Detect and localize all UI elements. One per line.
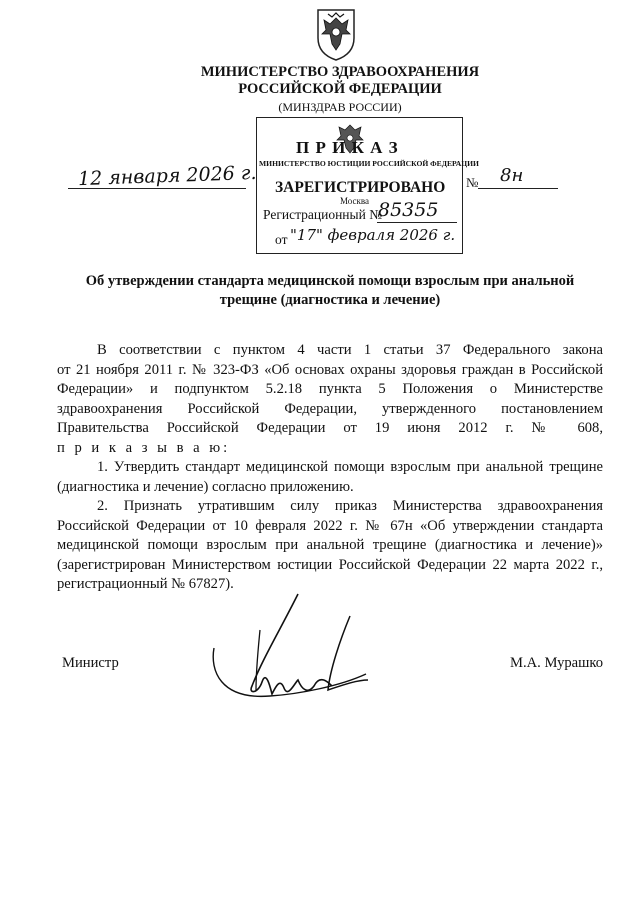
item1-line-1: 1. Утвердить стандарт медицинской помощи взрослым при анальной трещине: [97, 459, 603, 475]
stamp-authority: МИНИСТЕРСТВО ЮСТИЦИИ РОССИЙСКОЙ ФЕДЕРАЦИИ: [259, 159, 479, 168]
ministry-short-name: (МИНЗДРАВ РОССИИ): [278, 100, 402, 114]
signatory-position: Министр: [62, 655, 119, 671]
order-title: П Р И К А З: [296, 138, 399, 157]
intro-line-4: здравоохранения Российской Федерации, утвержденного постановлением: [57, 400, 603, 417]
order-number-underline: [478, 188, 558, 189]
stamp-reg-date: "17" февраля 2026 г.: [290, 226, 456, 244]
item2-line-1: 2. Признать утратившим силу приказ Министерства здравоохранения: [97, 498, 603, 514]
item2-line-4: (зарегистрирован Министерством юстиции Российской Федерации 22 марта 2022 г.,: [57, 556, 603, 573]
stamp-reg-label: Регистрационный №: [263, 207, 383, 222]
document-title: Об утверждении стандарта медицинской помощи взрослым при анальной трещине (диагностика и лечение): [85, 273, 575, 308]
handwritten-signature: [200, 590, 370, 710]
reg-number-underline: [377, 222, 457, 223]
intro-line-5: Правительства Российской Федерации от 19 июня 2012 г. № 608,: [57, 420, 603, 436]
item1-line-2: (диагностика и лечение) согласно приложению.: [57, 478, 354, 495]
stamp-reg-number: 85355: [378, 199, 439, 221]
item2-line-2: Российской Федерации от 10 февраля 2022 г. № 67н «Об утверждении стандарта: [57, 517, 603, 534]
intro-line-1: В соответствии с пунктом 4 части 1 статьи 37 Федерального закона: [97, 342, 603, 358]
intro-line-3: Федерации» и подпунктом 5.2.18 пункта 5 Положения о Министерстве: [57, 381, 603, 397]
signatory-name: М.А. Мурашко: [510, 655, 604, 671]
order-number-label: №: [466, 175, 479, 190]
ministry-name-line2: РОССИЙСКОЙ ФЕДЕРАЦИИ: [238, 81, 442, 97]
decree-word: п р и к а з ы в а ю:: [57, 439, 231, 456]
ministry-name-line1: МИНИСТЕРСТВО ЗДРАВООХРАНЕНИЯ: [200, 64, 480, 80]
intro-line-2: от 21 ноября 2011 г. № 323-ФЗ «Об основах охраны здоровья граждан в Российской: [57, 361, 603, 378]
stamp-registered: ЗАРЕГИСТРИРОВАНО: [275, 179, 446, 196]
order-number: 8н: [500, 165, 524, 186]
item2-line-3: медицинской помощи взрослым при анальной трещине (диагностика и лечение)»: [57, 537, 603, 553]
coat-of-arms-icon: [308, 4, 364, 62]
order-date-underline: [68, 188, 246, 189]
stamp-date-label: от: [275, 232, 288, 247]
order-date: 12 января 2026 г.: [77, 161, 257, 191]
order-city: Москва: [340, 196, 369, 206]
item2-line-5: регистрационный № 67827).: [57, 576, 234, 592]
